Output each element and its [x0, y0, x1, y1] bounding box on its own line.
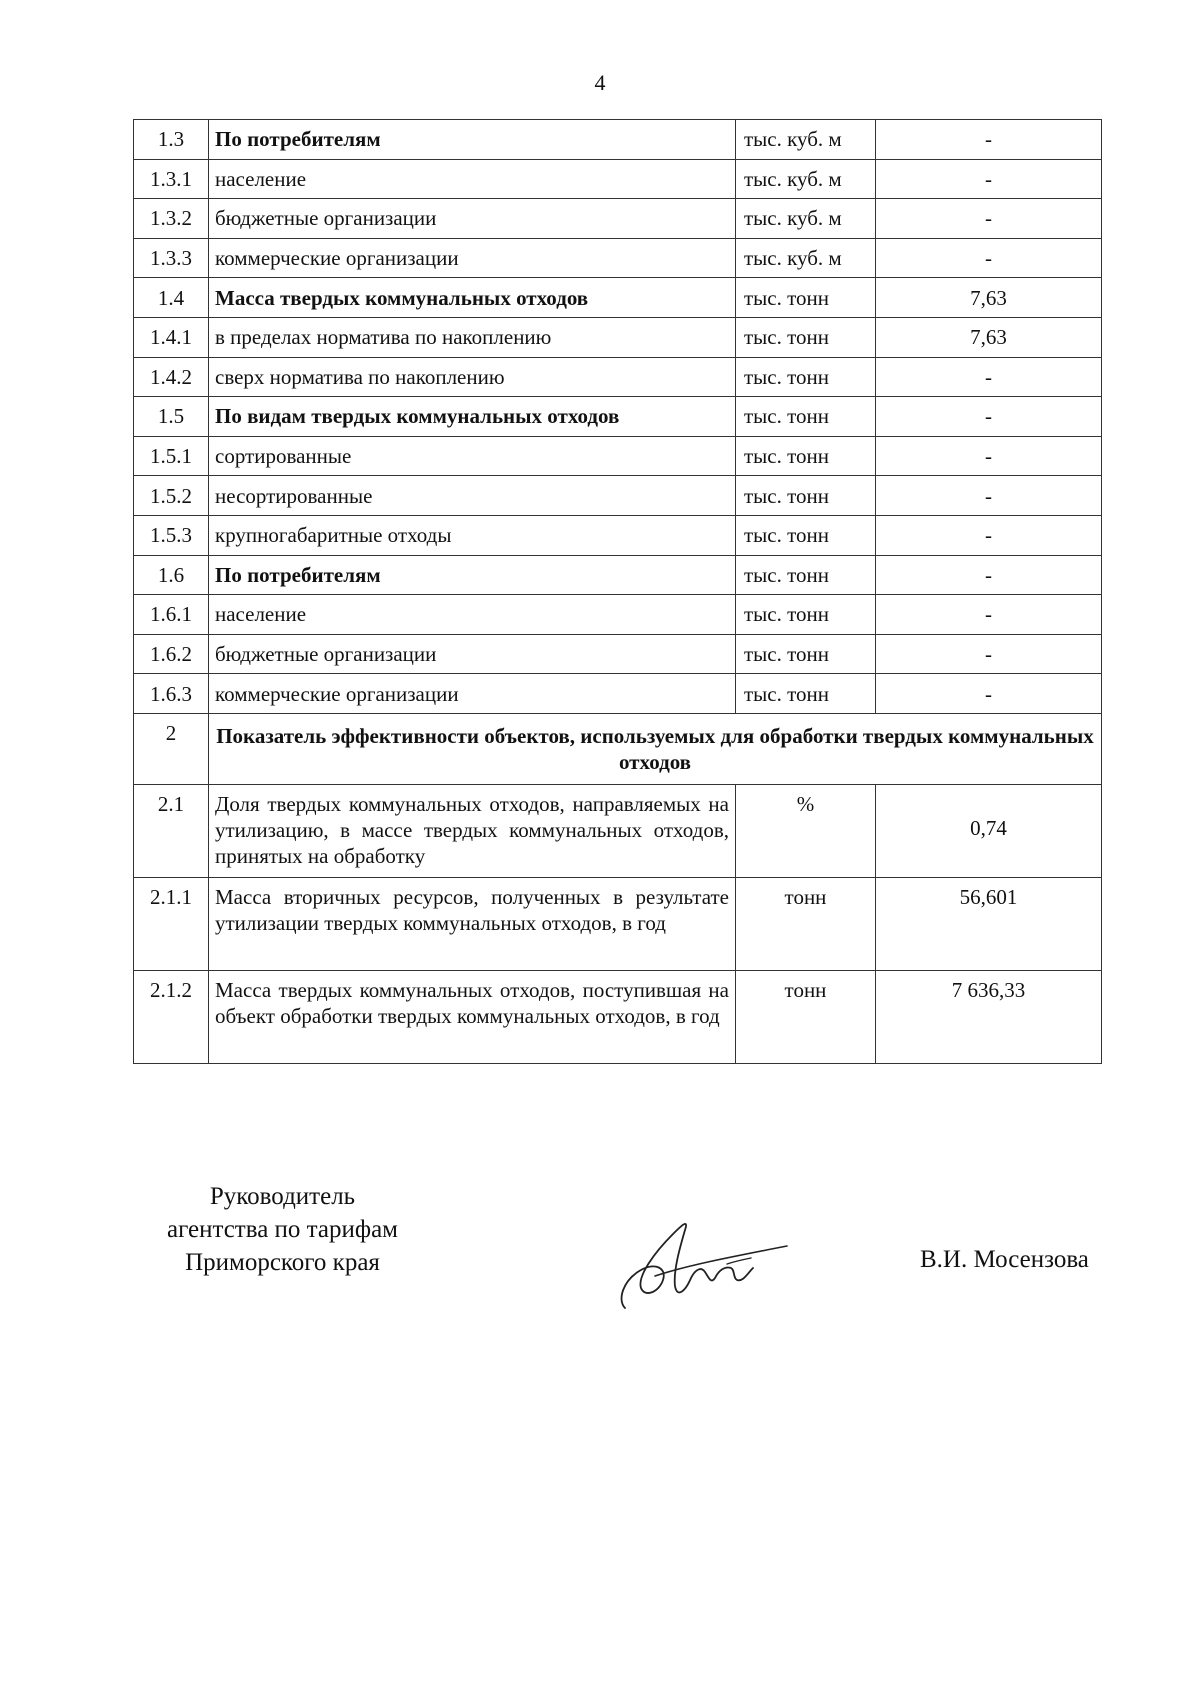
row-number: 1.6.1 [134, 595, 209, 635]
row-value: - [876, 238, 1102, 278]
row-number: 1.6.3 [134, 674, 209, 714]
row-number: 1.6.2 [134, 634, 209, 674]
row-name: несортированные [209, 476, 736, 516]
row-number: 1.4.1 [134, 317, 209, 357]
table-row [134, 634, 1102, 674]
table-row [134, 674, 1102, 714]
row-name: сортированные [209, 436, 736, 476]
row-value: - [876, 555, 1102, 595]
table-row [134, 317, 1102, 357]
row-name: По потребителям [209, 555, 736, 595]
table-row [134, 397, 1102, 437]
row-name: бюджетные организации [209, 634, 736, 674]
row-name: Масса твердых коммунальных отходов, поступившая на объект обработки твердых коммунальных отходов, в год [209, 970, 736, 1063]
table-row [134, 238, 1102, 278]
row-unit: тыс. куб. м [736, 199, 876, 239]
row-value: - [876, 357, 1102, 397]
row-name: население [209, 159, 736, 199]
table-row [134, 199, 1102, 239]
row-value: - [876, 674, 1102, 714]
table-row [134, 970, 1102, 1063]
row-unit: тыс. тонн [736, 515, 876, 555]
row-name: крупногабаритные отходы [209, 515, 736, 555]
table-row [134, 476, 1102, 516]
row-name: бюджетные организации [209, 199, 736, 239]
row-value: - [876, 595, 1102, 635]
row-unit: тыс. тонн [736, 317, 876, 357]
section-title: Показатель эффективности объектов, используемых для обработки твердых коммунальных отходов [209, 713, 1102, 784]
row-unit: тыс. тонн [736, 555, 876, 595]
row-number: 1.4.2 [134, 357, 209, 397]
row-unit: тыс. тонн [736, 595, 876, 635]
row-value: - [876, 515, 1102, 555]
row-value: 7,63 [876, 317, 1102, 357]
row-number: 2.1.2 [134, 970, 209, 1063]
row-name: население [209, 595, 736, 635]
row-value: - [876, 436, 1102, 476]
table-row [134, 555, 1102, 595]
row-value: - [876, 120, 1102, 160]
row-number: 2.1 [134, 784, 209, 877]
row-value: - [876, 476, 1102, 516]
row-unit: % [736, 784, 876, 877]
table-row [134, 120, 1102, 160]
row-value: - [876, 397, 1102, 437]
row-unit: тыс. тонн [736, 634, 876, 674]
row-number: 1.5.1 [134, 436, 209, 476]
signatory-title-line: агентства по тарифам [166, 1216, 399, 1243]
row-name: По потребителям [209, 120, 736, 160]
row-unit: тыс. куб. м [736, 120, 876, 160]
signatory-title-line: Руководитель [209, 1183, 356, 1210]
table-row [134, 784, 1102, 877]
row-number: 1.3.1 [134, 159, 209, 199]
row-name: сверх норматива по накоплению [209, 357, 736, 397]
row-number: 2.1.1 [134, 877, 209, 970]
section-number: 2 [134, 713, 209, 784]
row-value: 0,74 [876, 784, 1102, 877]
row-name: коммерческие организации [209, 674, 736, 714]
row-name: Масса твердых коммунальных отходов [209, 278, 736, 318]
row-number: 1.5.3 [134, 515, 209, 555]
row-name: в пределах норматива по накоплению [209, 317, 736, 357]
handwritten-signature [615, 1208, 790, 1318]
row-number: 1.5 [134, 397, 209, 437]
row-number: 1.3 [134, 120, 209, 160]
row-name: По видам твердых коммунальных отходов [209, 397, 736, 437]
page-number: 4 [594, 70, 606, 95]
row-number: 1.3.2 [134, 199, 209, 239]
row-value: - [876, 634, 1102, 674]
row-unit: тыс. тонн [736, 278, 876, 318]
table-row [134, 357, 1102, 397]
table-row [134, 877, 1102, 970]
row-number: 1.6 [134, 555, 209, 595]
row-number: 1.3.3 [134, 238, 209, 278]
row-value: - [876, 199, 1102, 239]
row-unit: тыс. тонн [736, 674, 876, 714]
signatory-name: В.И. Мосензова [920, 1246, 1089, 1273]
row-unit: тонн [736, 877, 876, 970]
table-row [134, 278, 1102, 318]
table-row [134, 159, 1102, 199]
table-row [134, 595, 1102, 635]
row-unit: тыс. тонн [736, 357, 876, 397]
row-name: Масса вторичных ресурсов, полученных в результате утилизации твердых коммунальных отходов, в год [209, 877, 736, 970]
row-unit: тыс. куб. м [736, 238, 876, 278]
row-unit: тонн [736, 970, 876, 1063]
section-header-row [134, 713, 1102, 784]
row-number: 1.5.2 [134, 476, 209, 516]
signatory-title [140, 1180, 425, 1279]
row-name: Доля твердых коммунальных отходов, направляемых на утилизацию, в массе твердых коммунальных отходов, принятых на обработку [209, 784, 736, 877]
row-unit: тыс. тонн [736, 397, 876, 437]
row-value: - [876, 159, 1102, 199]
table-row [134, 436, 1102, 476]
signatory-title-line: Приморского края [185, 1249, 380, 1276]
row-value: 7 636,33 [876, 970, 1102, 1063]
table-row [134, 515, 1102, 555]
row-number: 1.4 [134, 278, 209, 318]
row-unit: тыс. тонн [736, 436, 876, 476]
row-value: 7,63 [876, 278, 1102, 318]
row-name: коммерческие организации [209, 238, 736, 278]
row-unit: тыс. тонн [736, 476, 876, 516]
row-value: 56,601 [876, 877, 1102, 970]
row-unit: тыс. куб. м [736, 159, 876, 199]
indicators-table [133, 119, 1102, 1064]
